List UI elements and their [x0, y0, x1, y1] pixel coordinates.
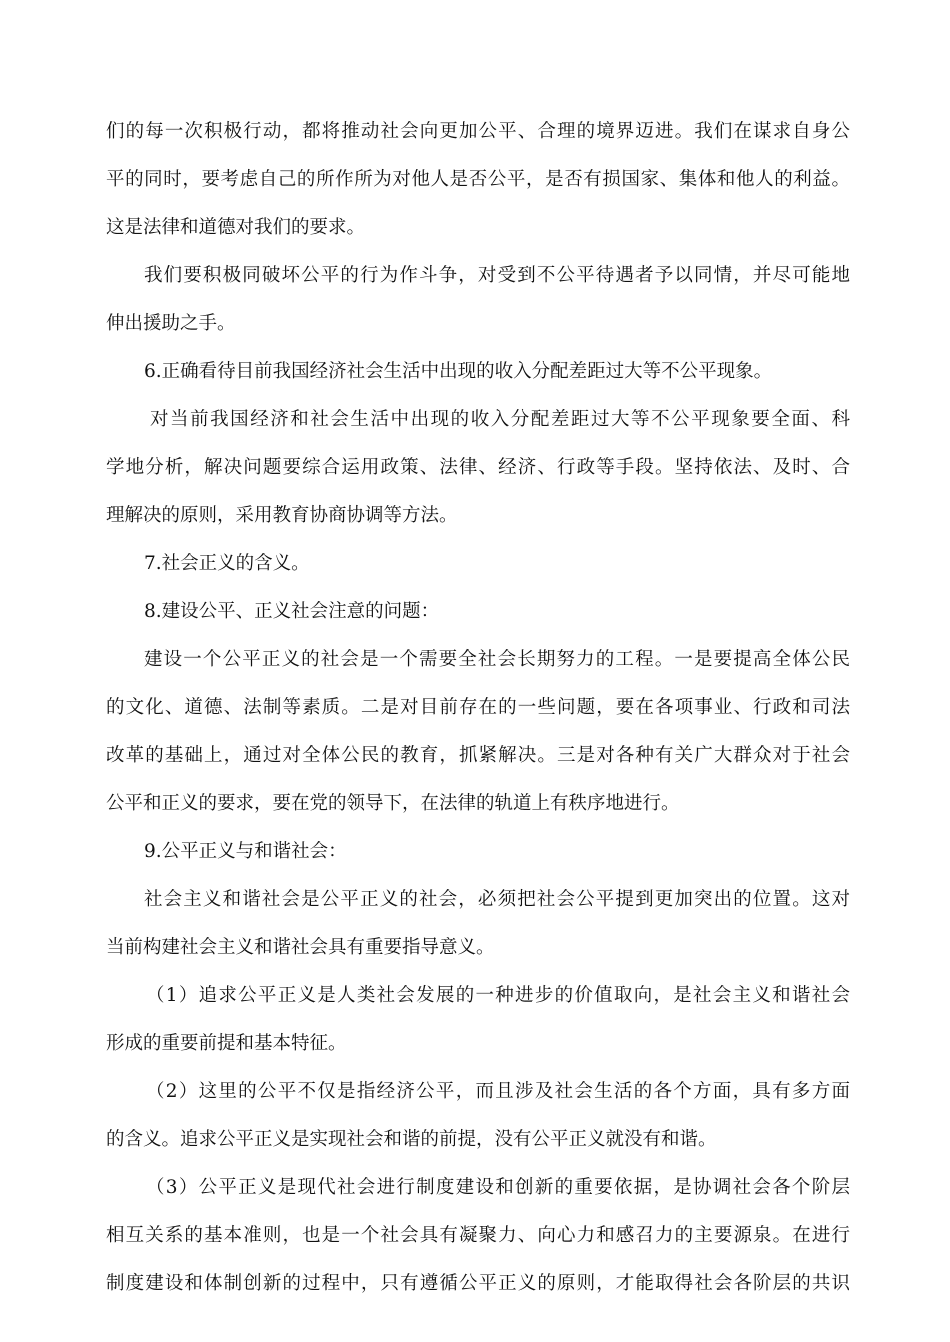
- paragraph-line: 公平和正义的要求，要在党的领导下，在法律的轨道上有秩序地进行。: [106, 793, 680, 814]
- paragraph-line: 当前构建社会主义和谐社会具有重要指导意义。: [106, 937, 495, 958]
- paragraph-line: 社会主义和谐社会是公平正义的社会，必须把社会公平提到更加突出的位置。这对: [144, 889, 850, 910]
- paragraph-line: 制度建设和体制创新的过程中，只有遵循公平正义的原则，才能取得社会各阶层的共识: [106, 1273, 850, 1294]
- section-heading-7: 7.社会正义的含义。: [144, 553, 310, 574]
- paragraph-line: 平的同时，要考虑自己的所作所为对他人是否公平，是否有损国家、集体和他人的利益。: [106, 169, 850, 190]
- paragraph-line: 理解决的原则，采用教育协商协调等方法。: [106, 505, 458, 526]
- paragraph-line: 这是法律和道德对我们的要求。: [106, 217, 366, 238]
- paragraph-line: 学地分析，解决问题要综合运用政策、法律、经济、行政等手段。坚持依法、及时、合: [106, 457, 850, 478]
- paragraph-line: 相互关系的基本准则，也是一个社会具有凝聚力、向心力和感召力的主要源泉。在进行: [106, 1225, 850, 1246]
- section-heading-8: 8.建设公平、正义社会注意的问题：: [144, 601, 440, 622]
- document-body: [106, 108, 850, 1308]
- paragraph-line: 建设一个公平正义的社会是一个需要全社会长期努力的工程。一是要提高全体公民: [144, 649, 850, 670]
- paragraph-line: 改革的基础上，通过对全体公民的教育，抓紧解决。三是对各种有关广大群众对于社会: [106, 745, 850, 766]
- list-item-3: （3）公平正义是现代社会进行制度建设和创新的重要依据，是协调社会各个阶层: [146, 1177, 850, 1198]
- list-item-1: （1）追求公平正义是人类社会发展的一种进步的价值取向，是社会主义和谐社会: [146, 985, 850, 1006]
- paragraph-line: 形成的重要前提和基本特征。: [106, 1033, 347, 1054]
- paragraph-line: 的含义。追求公平正义是实现社会和谐的前提，没有公平正义就没有和谐。: [106, 1129, 717, 1150]
- section-heading-6: 6.正确看待目前我国经济社会生活中出现的收入分配差距过大等不公平现象。: [144, 361, 773, 382]
- list-item-2: （2）这里的公平不仅是指经济公平，而且涉及社会生活的各个方面，具有多方面: [146, 1081, 850, 1102]
- paragraph-line: 对当前我国经济和社会生活中出现的收入分配差距过大等不公平现象要全面、科: [150, 409, 850, 430]
- paragraph-line: 我们要积极同破坏公平的行为作斗争，对受到不公平待遇者予以同情，并尽可能地: [144, 265, 850, 286]
- section-heading-9: 9.公平正义与和谐社会：: [144, 841, 347, 862]
- paragraph-line: 的文化、道德、法制等素质。二是对目前存在的一些问题，要在各项事业、行政和司法: [106, 697, 850, 718]
- paragraph-line: 们的每一次积极行动，都将推动社会向更加公平、合理的境界迈进。我们在谋求自身公: [106, 121, 850, 142]
- paragraph-line: 伸出援助之手。: [106, 313, 236, 334]
